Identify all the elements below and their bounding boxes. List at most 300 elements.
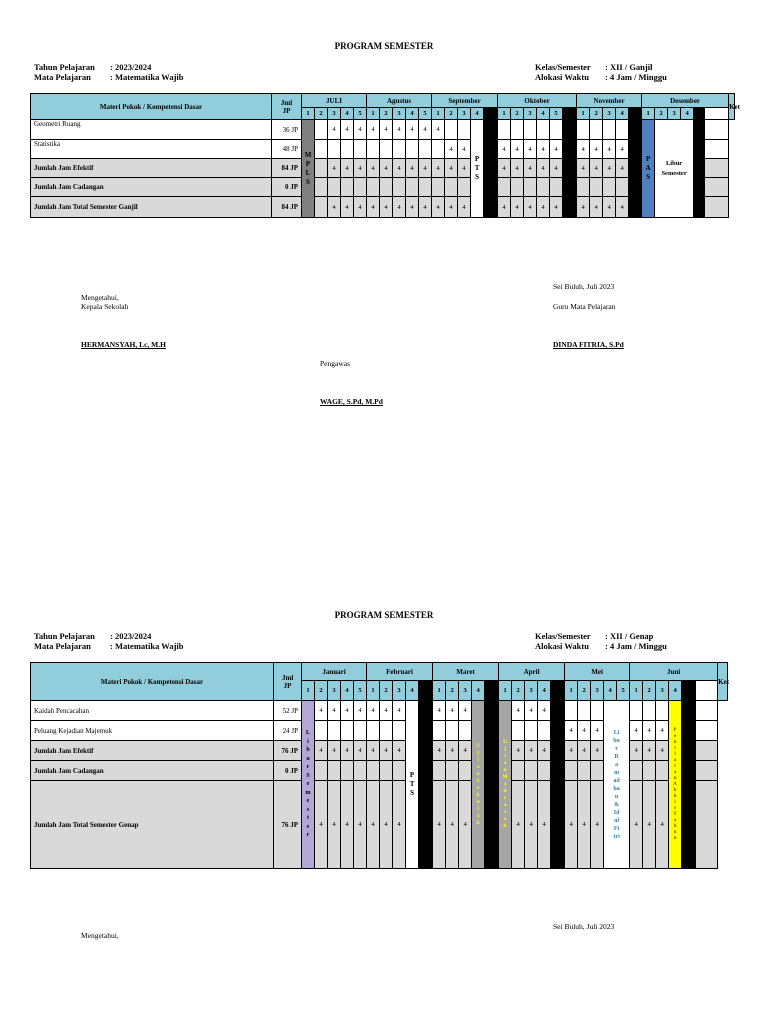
- week-cell: [538, 761, 551, 781]
- week-number: 3: [524, 108, 537, 120]
- week-cell: 4: [406, 120, 419, 140]
- kelas-label: Kelas/Semester: [535, 62, 591, 72]
- week-cell: 4: [393, 120, 406, 140]
- week-number: 2: [655, 108, 668, 120]
- week-cell: 4: [591, 781, 604, 869]
- week-number: 3: [328, 681, 341, 701]
- week-cell: 4: [393, 159, 406, 178]
- week-cell: 4: [512, 781, 525, 869]
- week-cell: [578, 761, 591, 781]
- week-cell: 4: [419, 197, 432, 218]
- week-cell: 4: [341, 120, 354, 140]
- week-number: 2: [446, 681, 459, 701]
- pts-block: P T S: [471, 120, 484, 218]
- week-number: 1: [642, 108, 655, 120]
- week-cell: 4: [459, 701, 472, 721]
- week-cell: 4: [524, 197, 537, 218]
- ket-cell: [696, 701, 718, 721]
- mpls-block: M P L S: [302, 120, 315, 218]
- week-cell: 4: [406, 159, 419, 178]
- week-cell: [419, 178, 432, 197]
- ket-cell: [705, 178, 729, 197]
- month-header: Juni: [630, 663, 718, 681]
- week-number: 3: [328, 108, 341, 120]
- week-cell: [525, 761, 538, 781]
- week-number: 4: [537, 108, 550, 120]
- week-cell: [498, 178, 511, 197]
- week-cell: [537, 178, 550, 197]
- week-cell: [590, 178, 603, 197]
- week-number: 1: [367, 681, 380, 701]
- week-cell: [525, 721, 538, 741]
- week-number: 5: [617, 681, 630, 701]
- week-cell: [459, 761, 472, 781]
- week-cell: 4: [419, 120, 432, 140]
- month-separator: [694, 108, 705, 120]
- libur-semester-block: Libur Semester: [655, 120, 694, 218]
- tahun-label: Tahun Pelajaran: [34, 631, 95, 641]
- week-cell: [630, 701, 643, 721]
- place-date-genap: Sei Buluh, Juli 2023: [553, 922, 615, 931]
- week-cell: 4: [578, 741, 591, 761]
- month-separator: [551, 701, 565, 869]
- row-jp: 52 JP: [274, 701, 302, 721]
- week-cell: 4: [512, 741, 525, 761]
- row-label: Jumlah Jam Cadangan: [31, 761, 274, 781]
- week-number: 1: [499, 681, 512, 701]
- week-cell: 4: [315, 741, 328, 761]
- week-cell: [380, 178, 393, 197]
- week-cell: 4: [458, 159, 471, 178]
- week-cell: [511, 178, 524, 197]
- row-jp: 76 JP: [274, 741, 302, 761]
- ket-cell: [696, 721, 718, 741]
- pas-block: P A S: [642, 120, 655, 218]
- week-cell: 4: [367, 741, 380, 761]
- week-cell: 4: [459, 781, 472, 869]
- row-label: Jumlah Jam Total Semester Genap: [31, 781, 274, 869]
- row-jp: 36 JP: [272, 120, 302, 140]
- week-cell: 4: [590, 159, 603, 178]
- week-cell: 4: [328, 781, 341, 869]
- week-cell: 4: [656, 741, 669, 761]
- week-cell: [367, 721, 380, 741]
- week-cell: [656, 701, 669, 721]
- month-header: Mei: [565, 663, 630, 681]
- week-cell: 4: [354, 701, 367, 721]
- week-cell: 4: [315, 701, 328, 721]
- ket-cell: [705, 120, 729, 140]
- week-cell: [446, 721, 459, 741]
- week-cell: [643, 761, 656, 781]
- alokasi-label: Alokasi Waktu: [535, 641, 589, 651]
- week-cell: [380, 761, 393, 781]
- week-cell: [578, 701, 591, 721]
- mapel-value: : Matematika Wajib: [110, 641, 184, 651]
- week-number: 1: [577, 108, 590, 120]
- week-number: 1: [367, 108, 380, 120]
- week-cell: [328, 721, 341, 741]
- week-number: 3: [591, 681, 604, 701]
- week-number: 1: [433, 681, 446, 701]
- mapel-label: Mata Pelajaran: [34, 641, 91, 651]
- week-cell: 4: [550, 197, 563, 218]
- pts-block: P T S: [406, 701, 419, 869]
- week-cell: 4: [393, 701, 406, 721]
- week-cell: [433, 761, 446, 781]
- header-ket: Ket: [729, 94, 735, 120]
- week-cell: [315, 178, 328, 197]
- week-number: 2: [380, 681, 393, 701]
- week-cell: 4: [616, 159, 629, 178]
- week-cell: [512, 721, 525, 741]
- week-cell: 4: [603, 197, 616, 218]
- semester-table-genap: [30, 662, 728, 869]
- week-cell: [380, 140, 393, 159]
- week-cell: 4: [458, 197, 471, 218]
- week-cell: 4: [498, 140, 511, 159]
- week-cell: [446, 761, 459, 781]
- week-cell: [328, 178, 341, 197]
- month-header: JULI: [302, 94, 367, 108]
- week-cell: [538, 721, 551, 741]
- week-cell: [565, 701, 578, 721]
- week-cell: [419, 140, 432, 159]
- week-cell: [656, 761, 669, 781]
- row-label: Jumlah Jam Cadangan: [31, 178, 272, 197]
- penilaian-akhir-block: P e n i l a i a n A k h i r T a h u n: [669, 701, 682, 869]
- meta-left-genap: [34, 631, 184, 651]
- week-cell: 4: [328, 197, 341, 218]
- month-separator: [484, 108, 498, 120]
- week-cell: 4: [354, 741, 367, 761]
- week-cell: [591, 701, 604, 721]
- week-cell: 4: [590, 140, 603, 159]
- week-number: 2: [511, 108, 524, 120]
- week-cell: [511, 120, 524, 140]
- week-cell: [512, 761, 525, 781]
- week-cell: 4: [538, 781, 551, 869]
- week-cell: 4: [591, 741, 604, 761]
- ujian-madrasah-block: U j i a n M a d r a s a h: [499, 701, 512, 869]
- week-number: 3: [393, 681, 406, 701]
- kelas-value: : XII / Genap: [605, 631, 654, 641]
- week-cell: 4: [525, 701, 538, 721]
- week-number: 3: [603, 108, 616, 120]
- week-cell: 4: [524, 159, 537, 178]
- week-cell: [406, 140, 419, 159]
- week-cell: 4: [354, 781, 367, 869]
- week-cell: 4: [445, 159, 458, 178]
- row-label: Jumlah Jam Total Semester Ganjil: [31, 197, 272, 218]
- week-cell: [367, 140, 380, 159]
- week-cell: [643, 701, 656, 721]
- week-cell: 4: [354, 159, 367, 178]
- week-cell: [328, 140, 341, 159]
- month-separator: [682, 701, 696, 869]
- ket-cell: [696, 781, 718, 869]
- month-separator: [694, 120, 705, 218]
- week-number: 4: [616, 108, 629, 120]
- week-cell: [393, 761, 406, 781]
- week-cell: [524, 178, 537, 197]
- week-cell: 4: [577, 197, 590, 218]
- week-cell: 4: [578, 721, 591, 741]
- week-cell: [432, 140, 445, 159]
- week-number: 3: [668, 108, 681, 120]
- week-cell: [550, 178, 563, 197]
- week-number: 4: [681, 108, 694, 120]
- week-cell: [315, 159, 328, 178]
- week-cell: 4: [538, 741, 551, 761]
- week-cell: 4: [577, 159, 590, 178]
- month-header: Maret: [433, 663, 499, 681]
- tahun-value: : 2023/2024: [110, 631, 152, 641]
- week-cell: 4: [656, 721, 669, 741]
- week-number: 2: [445, 108, 458, 120]
- tahun-value: : 2023/2024: [110, 62, 152, 72]
- week-number: 2: [643, 681, 656, 701]
- week-cell: 4: [432, 197, 445, 218]
- week-cell: [367, 761, 380, 781]
- week-cell: [393, 178, 406, 197]
- week-cell: 4: [643, 721, 656, 741]
- week-cell: [445, 178, 458, 197]
- week-cell: [616, 120, 629, 140]
- week-cell: 4: [459, 741, 472, 761]
- week-cell: 4: [341, 701, 354, 721]
- kepala-name: HERMANSYAH, Lc, M.H: [81, 340, 166, 349]
- week-cell: 4: [445, 197, 458, 218]
- week-cell: 4: [590, 197, 603, 218]
- week-cell: 4: [341, 197, 354, 218]
- header-materi: Materi Pokok / Kompetensi Dasar: [31, 94, 272, 120]
- week-cell: 4: [341, 159, 354, 178]
- month-header: Februari: [367, 663, 433, 681]
- page-title-genap: PROGRAM SEMESTER: [334, 610, 434, 620]
- week-cell: 4: [354, 197, 367, 218]
- month-separator: [551, 681, 565, 701]
- week-cell: 4: [498, 197, 511, 218]
- week-cell: [433, 721, 446, 741]
- week-cell: 4: [603, 140, 616, 159]
- month-separator: [485, 681, 499, 701]
- week-number: 4: [669, 681, 682, 701]
- week-cell: 4: [565, 741, 578, 761]
- week-cell: 4: [630, 741, 643, 761]
- header-materi: Materi Pokok / Kompetensi Dasar: [31, 663, 274, 701]
- week-cell: 4: [511, 159, 524, 178]
- week-cell: [445, 120, 458, 140]
- month-header: November: [577, 94, 642, 108]
- week-cell: 4: [524, 140, 537, 159]
- mengetahui-label-genap: Mengetahui,: [81, 931, 119, 940]
- table-row: [31, 120, 735, 140]
- week-cell: 4: [328, 120, 341, 140]
- week-cell: [590, 120, 603, 140]
- week-cell: [341, 761, 354, 781]
- week-cell: 4: [419, 159, 432, 178]
- week-number: 1: [302, 681, 315, 701]
- alokasi-value: : 4 Jam / Minggu: [605, 641, 667, 651]
- kepala-label: Kepala Sekolah: [81, 302, 129, 311]
- week-number: 4: [406, 681, 419, 701]
- row-label: Jumlah Jam Efektif: [31, 741, 274, 761]
- week-cell: [459, 721, 472, 741]
- week-cell: [328, 761, 341, 781]
- week-number: 4: [406, 108, 419, 120]
- week-cell: 4: [432, 159, 445, 178]
- week-cell: 4: [380, 741, 393, 761]
- week-cell: 4: [511, 140, 524, 159]
- week-cell: 4: [445, 140, 458, 159]
- row-jp: 76 JP: [274, 781, 302, 869]
- week-cell: 4: [367, 781, 380, 869]
- week-cell: 4: [367, 197, 380, 218]
- week-cell: [458, 178, 471, 197]
- week-cell: [524, 120, 537, 140]
- week-cell: 4: [367, 701, 380, 721]
- ket-cell: [696, 741, 718, 761]
- week-cell: 4: [603, 159, 616, 178]
- week-number: 4: [538, 681, 551, 701]
- week-cell: 4: [643, 741, 656, 761]
- mengetahui-label: Mengetahui,: [81, 293, 119, 302]
- week-cell: 4: [512, 701, 525, 721]
- week-number: 2: [315, 681, 328, 701]
- week-cell: 4: [616, 197, 629, 218]
- week-cell: [603, 120, 616, 140]
- week-cell: [458, 120, 471, 140]
- week-number: 4: [471, 108, 484, 120]
- page-title-ganjil: PROGRAM SEMESTER: [334, 41, 434, 51]
- meta-right-genap: [535, 631, 667, 651]
- month-separator: [419, 701, 433, 869]
- week-cell: 4: [380, 197, 393, 218]
- week-cell: [367, 178, 380, 197]
- week-cell: [341, 721, 354, 741]
- row-jp: 48 JP: [272, 140, 302, 159]
- week-cell: 4: [630, 781, 643, 869]
- week-cell: 4: [578, 781, 591, 869]
- week-number: 5: [550, 108, 563, 120]
- week-cell: 4: [367, 120, 380, 140]
- week-number: 3: [393, 108, 406, 120]
- week-number: 3: [656, 681, 669, 701]
- week-cell: [565, 761, 578, 781]
- mapel-value: : Matematika Wajib: [110, 72, 184, 82]
- week-number: 1: [302, 108, 315, 120]
- week-cell: [354, 140, 367, 159]
- header-row: [31, 94, 735, 108]
- week-number: 5: [354, 108, 367, 120]
- week-cell: [393, 721, 406, 741]
- kelas-value: : XII / Ganjil: [605, 62, 653, 72]
- week-cell: [498, 120, 511, 140]
- week-number: 1: [565, 681, 578, 701]
- week-number: 2: [512, 681, 525, 701]
- month-separator: [682, 681, 696, 701]
- header-jml-jp: Jml JP: [272, 94, 302, 120]
- week-cell: 4: [550, 159, 563, 178]
- week-number: 2: [380, 108, 393, 120]
- kelas-label: Kelas/Semester: [535, 631, 591, 641]
- month-separator: [484, 120, 498, 218]
- week-cell: 4: [328, 701, 341, 721]
- week-cell: 4: [341, 781, 354, 869]
- week-number: 2: [578, 681, 591, 701]
- week-cell: 4: [458, 140, 471, 159]
- week-cell: [577, 178, 590, 197]
- week-cell: [537, 120, 550, 140]
- week-cell: 4: [432, 120, 445, 140]
- week-cell: 4: [341, 741, 354, 761]
- week-cell: [341, 178, 354, 197]
- week-cell: 4: [446, 741, 459, 761]
- mapel-label: Mata Pelajaran: [34, 72, 91, 82]
- week-number: 5: [354, 681, 367, 701]
- week-cell: [432, 178, 445, 197]
- month-separator: [629, 120, 642, 218]
- row-jp: 0 JP: [272, 178, 302, 197]
- month-separator: [563, 108, 577, 120]
- row-jp: 24 JP: [274, 721, 302, 741]
- row-jp: 84 JP: [272, 159, 302, 178]
- week-cell: [591, 761, 604, 781]
- week-cell: [341, 140, 354, 159]
- week-number: 3: [458, 108, 471, 120]
- week-cell: 4: [393, 781, 406, 869]
- week-cell: [406, 178, 419, 197]
- ket-cell: [705, 159, 729, 178]
- week-cell: 4: [433, 781, 446, 869]
- meta-left-ganjil: [34, 62, 184, 82]
- week-cell: 4: [446, 781, 459, 869]
- week-cell: 4: [367, 159, 380, 178]
- month-header: Agustus: [367, 94, 432, 108]
- week-number: 3: [525, 681, 538, 701]
- week-number: 2: [590, 108, 603, 120]
- pengawas-label: Pengawas: [320, 359, 350, 368]
- table-row: [31, 701, 728, 721]
- row-jp: 84 JP: [272, 197, 302, 218]
- week-cell: 4: [380, 781, 393, 869]
- week-cell: [616, 178, 629, 197]
- place-date-ganjil: Sei Buluh, Juli 2023: [553, 282, 615, 291]
- header-ket: Ket: [718, 663, 728, 701]
- alokasi-label: Alokasi Waktu: [535, 72, 589, 82]
- ket-cell: [696, 761, 718, 781]
- libur-semester-block: L i b u r S e m e s t e r: [302, 701, 315, 869]
- month-header: September: [432, 94, 498, 108]
- week-cell: 4: [511, 197, 524, 218]
- week-cell: 4: [643, 781, 656, 869]
- week-cell: 4: [328, 159, 341, 178]
- ujian-sekolah-block: U j i a n S e k o l a h: [472, 701, 485, 869]
- week-cell: 4: [380, 701, 393, 721]
- week-cell: [380, 721, 393, 741]
- week-cell: 4: [498, 159, 511, 178]
- month-header: Desember: [642, 94, 729, 108]
- row-label: Jumlah Jam Efektif: [31, 159, 272, 178]
- week-cell: 4: [406, 197, 419, 218]
- week-cell: 4: [537, 197, 550, 218]
- guru-name: DINDA FITRIA, S.Pd: [553, 340, 624, 349]
- week-cell: 4: [630, 721, 643, 741]
- week-number: 4: [341, 108, 354, 120]
- week-number: 4: [604, 681, 617, 701]
- week-cell: 4: [537, 140, 550, 159]
